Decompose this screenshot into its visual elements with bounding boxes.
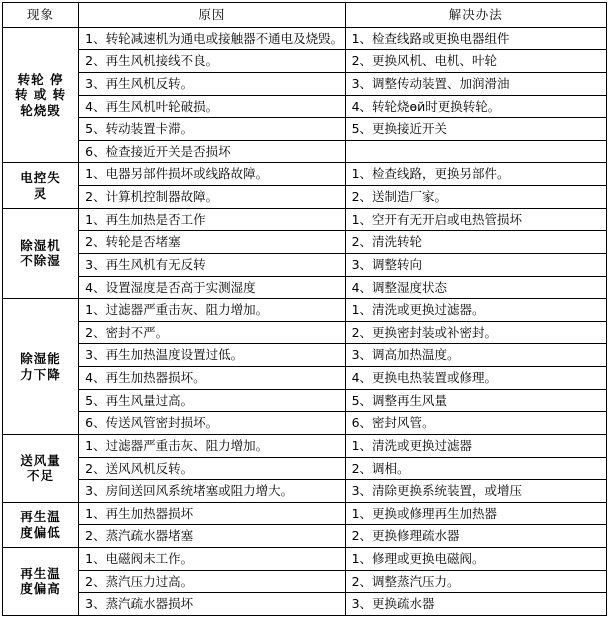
solution-cell: 3、更换疏水器 <box>345 593 606 616</box>
cause-cell: 6、检查接近开关是否损坏 <box>79 140 345 163</box>
cause-cell: 4、再生风机叶轮破损。 <box>79 95 345 118</box>
cause-cell: 6、传送风管密封损坏。 <box>79 412 345 435</box>
solution-cell: 2、清洗转轮 <box>345 231 606 254</box>
table-row <box>3 72 607 95</box>
solution-cell: 1、清洗或更换过滤器。 <box>345 299 606 322</box>
table-row <box>3 344 607 367</box>
table-row <box>3 367 607 390</box>
cause-cell: 2、转轮是否堵塞 <box>79 231 345 254</box>
solution-cell: 1、修理或更换电磁阀。 <box>345 548 606 571</box>
phenomenon-line: 灵 <box>33 185 48 201</box>
phenomenon-cell <box>3 299 79 435</box>
cause-cell: 3、再生风机有无反转 <box>79 253 345 276</box>
table-row <box>3 50 607 73</box>
solution-cell: 2、更换密封装或补密封。 <box>345 321 606 344</box>
cause-cell: 5、转动装置卡滞。 <box>79 118 345 141</box>
table-row <box>3 434 607 457</box>
table-body <box>3 3 607 616</box>
cause-cell: 2、蒸汽疏水器堵塞 <box>79 525 345 548</box>
cause-cell: 1、再生加热是否工作 <box>79 208 345 231</box>
table-row <box>3 140 607 163</box>
table-row <box>3 412 607 435</box>
phenomenon-line: 不足 <box>27 468 55 484</box>
table-row <box>3 299 607 322</box>
solution-cell: 5、调整再生风量 <box>345 389 606 412</box>
cause-cell: 1、过滤器严重击灰、阻力增加。 <box>79 434 345 457</box>
table-row <box>3 593 607 616</box>
phenomenon-line: 不除湿 <box>20 253 61 269</box>
table-row <box>3 208 607 231</box>
solution-cell: 2、送制造厂家。 <box>345 186 606 209</box>
phenomenon-line: 电控失 <box>20 169 61 185</box>
phenomenon-cell <box>3 502 79 547</box>
table-row <box>3 502 607 525</box>
cause-cell: 3、房间送回风系统堵塞或阻力增大。 <box>79 480 345 503</box>
solution-cell: 1、更换或修理再生加热器 <box>345 502 606 525</box>
phenomenon-cell <box>3 548 79 616</box>
column-header-solution: 解决办法 <box>345 3 606 28</box>
table-row <box>3 480 607 503</box>
cause-cell: 4、设置湿度是否高于实测湿度 <box>79 276 345 299</box>
phenomenon-line: 除湿能 <box>20 350 61 366</box>
table-row <box>3 570 607 593</box>
cause-cell: 1、再生加热器损坏 <box>79 502 345 525</box>
solution-cell <box>345 140 606 163</box>
phenomenon-line: 送风量 <box>20 452 61 468</box>
table-row <box>3 525 607 548</box>
cause-cell: 4、再生加热器损坏。 <box>79 367 345 390</box>
solution-cell: 3、调整转向 <box>345 253 606 276</box>
phenomenon-line: 度偏低 <box>20 524 61 540</box>
table-row <box>3 253 607 276</box>
table-row <box>3 321 607 344</box>
cause-cell: 2、密封不严。 <box>79 321 345 344</box>
solution-cell: 1、检查线路，更换另部件。 <box>345 163 606 186</box>
cause-cell: 2、送风风机反转。 <box>79 457 345 480</box>
table-row <box>3 231 607 254</box>
table-row <box>3 548 607 571</box>
cause-cell: 3、蒸汽疏水器损坏 <box>79 593 345 616</box>
solution-cell: 2、调整蒸汽压力。 <box>345 570 606 593</box>
phenomenon-line: 除湿机 <box>20 237 61 253</box>
solution-cell: 5、更换接近开关 <box>345 118 606 141</box>
table-row <box>3 186 607 209</box>
solution-cell: 3、调整传动装置、加润滑油 <box>345 72 606 95</box>
phenomenon-cell <box>3 163 79 208</box>
cause-cell: 3、再生风机反转。 <box>79 72 345 95</box>
solution-cell: 6、密封风管。 <box>345 412 606 435</box>
table-row <box>3 163 607 186</box>
table-row <box>3 276 607 299</box>
phenomenon-cell <box>3 27 79 163</box>
solution-cell: 1、空开有无开启或电热管损坏 <box>345 208 606 231</box>
cause-cell: 3、再生加热温度设置过低。 <box>79 344 345 367</box>
solution-cell: 4、更换电热装置或修理。 <box>345 367 606 390</box>
solution-cell: 1、检查线路或更换电器组件 <box>345 27 606 50</box>
table-header-row <box>3 3 607 28</box>
phenomenon-line: 再生温 <box>20 565 61 581</box>
phenomenon-cell <box>3 208 79 299</box>
cause-cell: 1、电器另部件损坏或线路故障。 <box>79 163 345 186</box>
cause-cell: 1、过滤器严重击灰、阻力增加。 <box>79 299 345 322</box>
table-row <box>3 457 607 480</box>
solution-cell: 3、清除更换系统装置，或增压 <box>345 480 606 503</box>
phenomenon-line: 力下降 <box>20 366 61 382</box>
solution-cell: 3、调高加热温度。 <box>345 344 606 367</box>
column-header-phenomenon: 现象 <box>3 3 79 28</box>
cause-cell: 2、蒸汽压力过高。 <box>79 570 345 593</box>
phenomenon-line: 再生温 <box>20 509 61 525</box>
cause-cell: 2、计算机控制器故障。 <box>79 186 345 209</box>
fault-troubleshooting-table <box>2 2 607 616</box>
phenomenon-line: 转轮 停 <box>17 71 64 87</box>
solution-cell: 2、更换修理疏水器 <box>345 525 606 548</box>
phenomenon-line: 转 或 转 <box>14 87 67 103</box>
table-row <box>3 389 607 412</box>
cause-cell: 1、电磁阀未工作。 <box>79 548 345 571</box>
phenomenon-line: 轮烧毁 <box>20 102 61 118</box>
solution-cell: 2、调相。 <box>345 457 606 480</box>
phenomenon-line: 度偏高 <box>20 581 61 597</box>
cause-cell: 2、再生风机接线不良。 <box>79 50 345 73</box>
cause-cell: 5、再生风量过高。 <box>79 389 345 412</box>
solution-cell: 4、转轮烧өй时更换转轮。 <box>345 95 606 118</box>
cause-cell: 1、转轮减速机为通电或接触器不通电及烧毁。 <box>79 27 345 50</box>
table-row <box>3 27 607 50</box>
solution-cell: 2、更换风机、电机、叶轮 <box>345 50 606 73</box>
table-row <box>3 95 607 118</box>
solution-cell: 1、清洗或更换过滤器 <box>345 434 606 457</box>
column-header-cause: 原因 <box>79 3 345 28</box>
table-row <box>3 118 607 141</box>
solution-cell: 4、调整湿度状态 <box>345 276 606 299</box>
phenomenon-cell <box>3 434 79 502</box>
